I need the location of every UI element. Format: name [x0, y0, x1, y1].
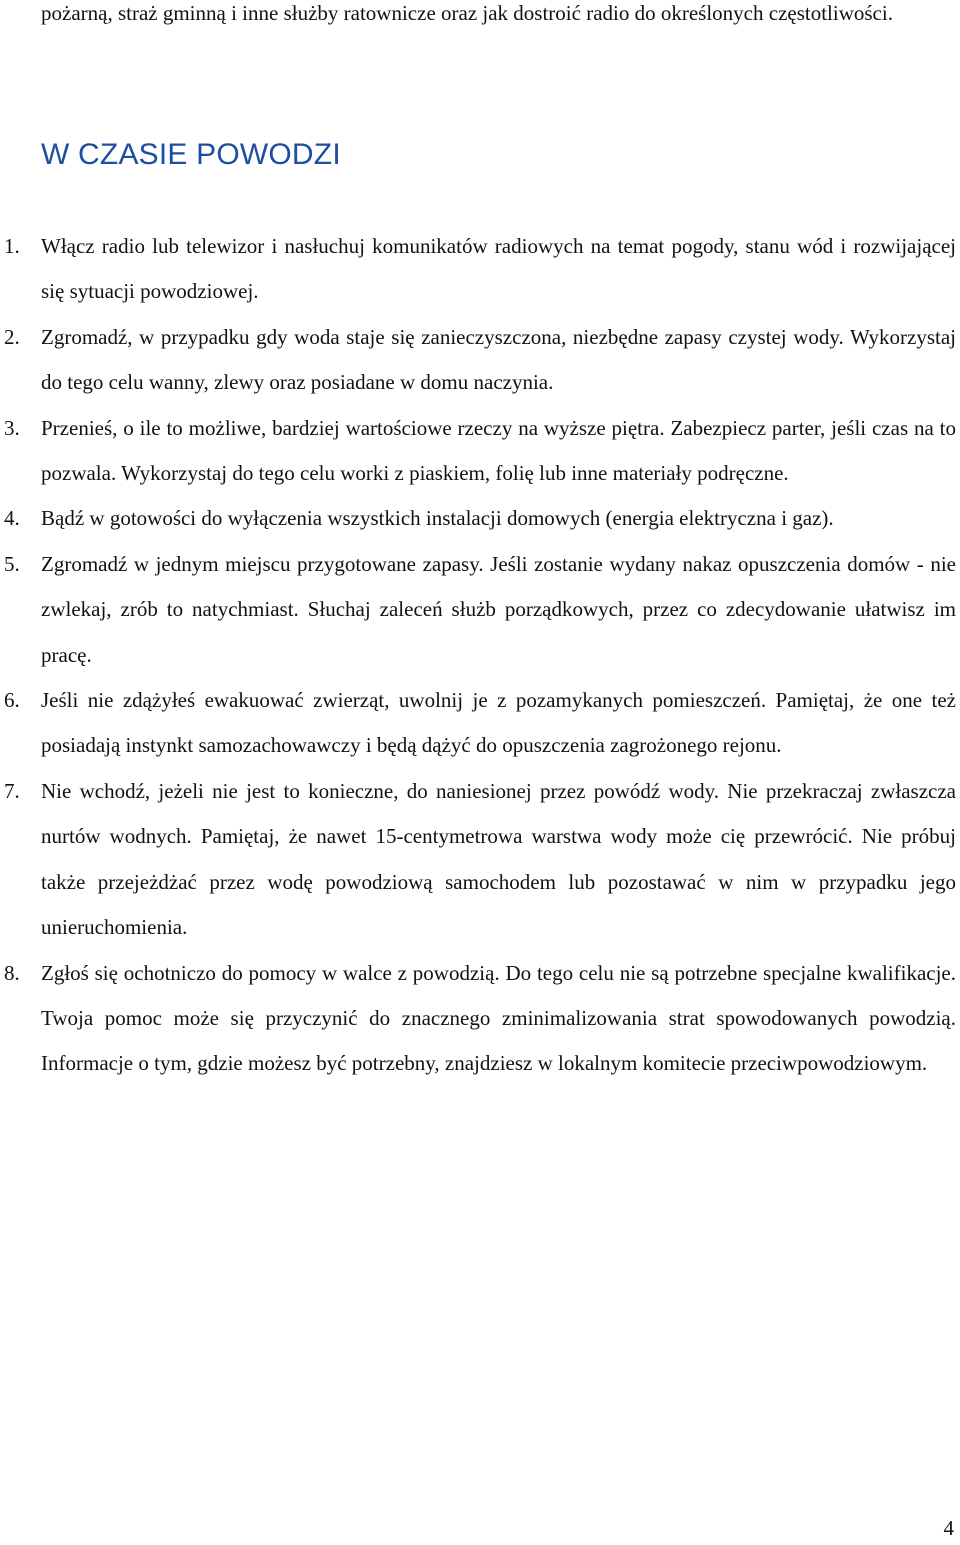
item-text: Zgłoś się ochotniczo do pomocy w walce z powodzią. Do tego celu nie są potrzebne specjalne kwalifikacje. Twoja pomoc może się przyczynić do znacznego zminimalizowania strat spowodowanych powodzią. Informacje o tym, gdzie możesz być potrzebny, znajdziesz w lokalnym komitecie przeciwpowodziowym.	[41, 960, 956, 1076]
item-text: Włącz radio lub telewizor i nasłuchuj komunikatów radiowych na temat pogody, stanu wód i rozwijającej się sytuacji powodziowej.	[41, 234, 956, 304]
item-text: Nie wchodź, jeżeli nie jest to konieczne, do naniesionej przez powódź wody. Nie przekraczaj zwłaszcza nurtów wodnych. Pamiętaj, że nawet 15-centymetrowa warstwa wody może cię przewrócić. Nie próbuj także przejeżdżać przez wodę powodziową samochodem lub pozostawać w nim w przypadku jego unieruchomienia.	[41, 778, 956, 940]
flood-instructions-list	[0, 224, 960, 1087]
item-number: 8.	[4, 960, 20, 985]
item-number: 3.	[4, 415, 20, 440]
item-number: 5.	[4, 551, 20, 576]
item-number: 6.	[4, 688, 20, 713]
intro-paragraph: pożarną, straż gminną i inne służby ratownicze oraz jak dostroić radio do określonych częstotliwości.	[41, 1, 893, 25]
list-item	[0, 315, 960, 406]
item-number: 2.	[4, 324, 20, 349]
item-number: 4.	[4, 506, 20, 531]
page-number: 4	[943, 1516, 954, 1540]
item-text: Bądź w gotowości do wyłączenia wszystkich instalacji domowych (energia elektryczna i gaz).	[41, 506, 834, 531]
list-item	[0, 224, 960, 315]
list-item	[0, 951, 960, 1087]
item-number: 1.	[4, 234, 20, 258]
list-item	[0, 542, 960, 678]
item-text: Zgromadź, w przypadku gdy woda staje się zanieczyszczona, niezbędne zapasy czystej wody. Wykorzystaj do tego celu wanny, zlewy oraz posiadane w domu naczynia.	[41, 324, 956, 395]
section-heading: W CZASIE POWODZI	[41, 138, 341, 171]
item-number: 7.	[4, 778, 20, 803]
item-text: Jeśli nie zdążyłeś ewakuować zwierząt, uwolnij je z pozamykanych pomieszczeń. Pamiętaj, że one też posiadają instynkt samozachowawczy i będą dążyć do opuszczenia zagrożonego rejonu.	[41, 688, 956, 758]
list-item	[0, 678, 960, 769]
item-text: Przenieś, o ile to możliwe, bardziej wartościowe rzeczy na wyższe piętra. Zabezpiecz parter, jeśli czas na to pozwala. Wykorzystaj do tego celu worki z piaskiem, folię lub inne materiały podręczne.	[41, 415, 956, 486]
item-text: Zgromadź w jednym miejscu przygotowane zapasy. Jeśli zostanie wydany nakaz opuszczenia domów - nie zwlekaj, zrób to natychmiast. Słuchaj zaleceń służb porządkowych, przez co zdecydowanie ułatwisz im pracę.	[41, 551, 956, 667]
list-item	[0, 406, 960, 497]
list-item	[0, 496, 960, 541]
list-item	[0, 769, 960, 951]
